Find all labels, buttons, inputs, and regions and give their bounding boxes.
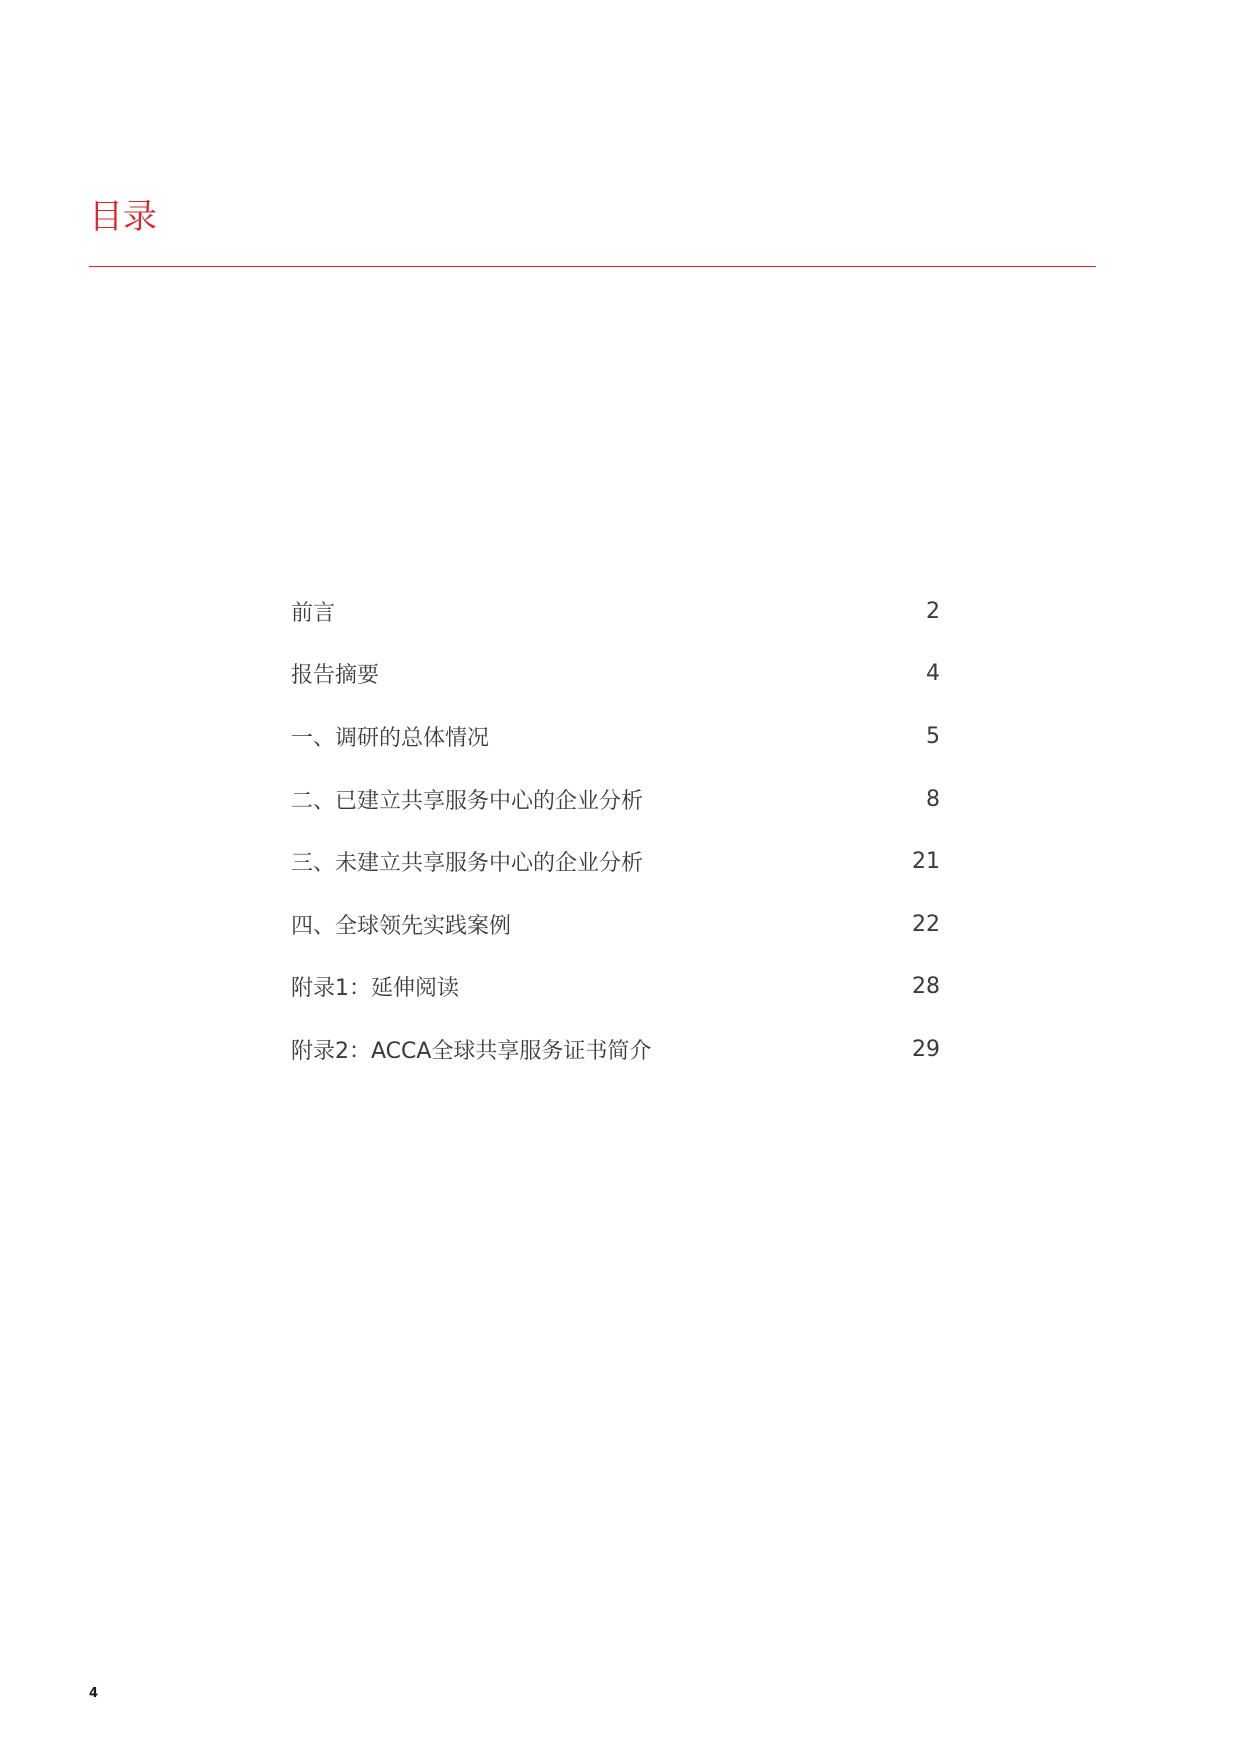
toc-entry-preface[interactable]: [291, 580, 940, 643]
toc-entry-page: 22: [912, 911, 940, 937]
toc-entry-label: 三、未建立共享服务中心的企业分析: [291, 851, 644, 877]
toc-entry-page: 2: [926, 598, 940, 624]
toc-entry-appendix-2[interactable]: [291, 1018, 940, 1081]
toc-entry-label: 报告摘要: [291, 663, 380, 689]
toc-entry-label: 四、全球领先实践案例: [291, 913, 512, 939]
toc-entry-label: 附录1：延伸阅读: [291, 976, 459, 1002]
toc-entry-label: 附录2：ACCA全球共享服务证书简介: [291, 1038, 652, 1064]
toc-entry-appendix-1[interactable]: [291, 956, 940, 1019]
table-of-contents: [291, 580, 940, 1081]
toc-entry-page: 5: [926, 723, 940, 749]
toc-entry-page: 29: [912, 1036, 940, 1062]
toc-entry-section-1[interactable]: [291, 705, 940, 768]
toc-entry-summary[interactable]: [291, 643, 940, 706]
toc-entry-page: 8: [926, 786, 940, 812]
toc-entry-label: 前言: [291, 600, 336, 626]
toc-entry-label: 二、已建立共享服务中心的企业分析: [291, 788, 644, 814]
toc-entry-page: 21: [912, 849, 940, 875]
page-number: 4: [89, 1686, 99, 1701]
toc-entry-section-4[interactable]: [291, 893, 940, 956]
toc-entry-label: 一、调研的总体情况: [291, 725, 490, 751]
toc-entry-section-3[interactable]: [291, 830, 940, 893]
page-title: 目录: [89, 197, 157, 237]
toc-entry-page: 28: [912, 974, 940, 1000]
title-divider: [89, 266, 1096, 267]
toc-entry-page: 4: [926, 661, 940, 687]
toc-entry-section-2[interactable]: [291, 768, 940, 831]
